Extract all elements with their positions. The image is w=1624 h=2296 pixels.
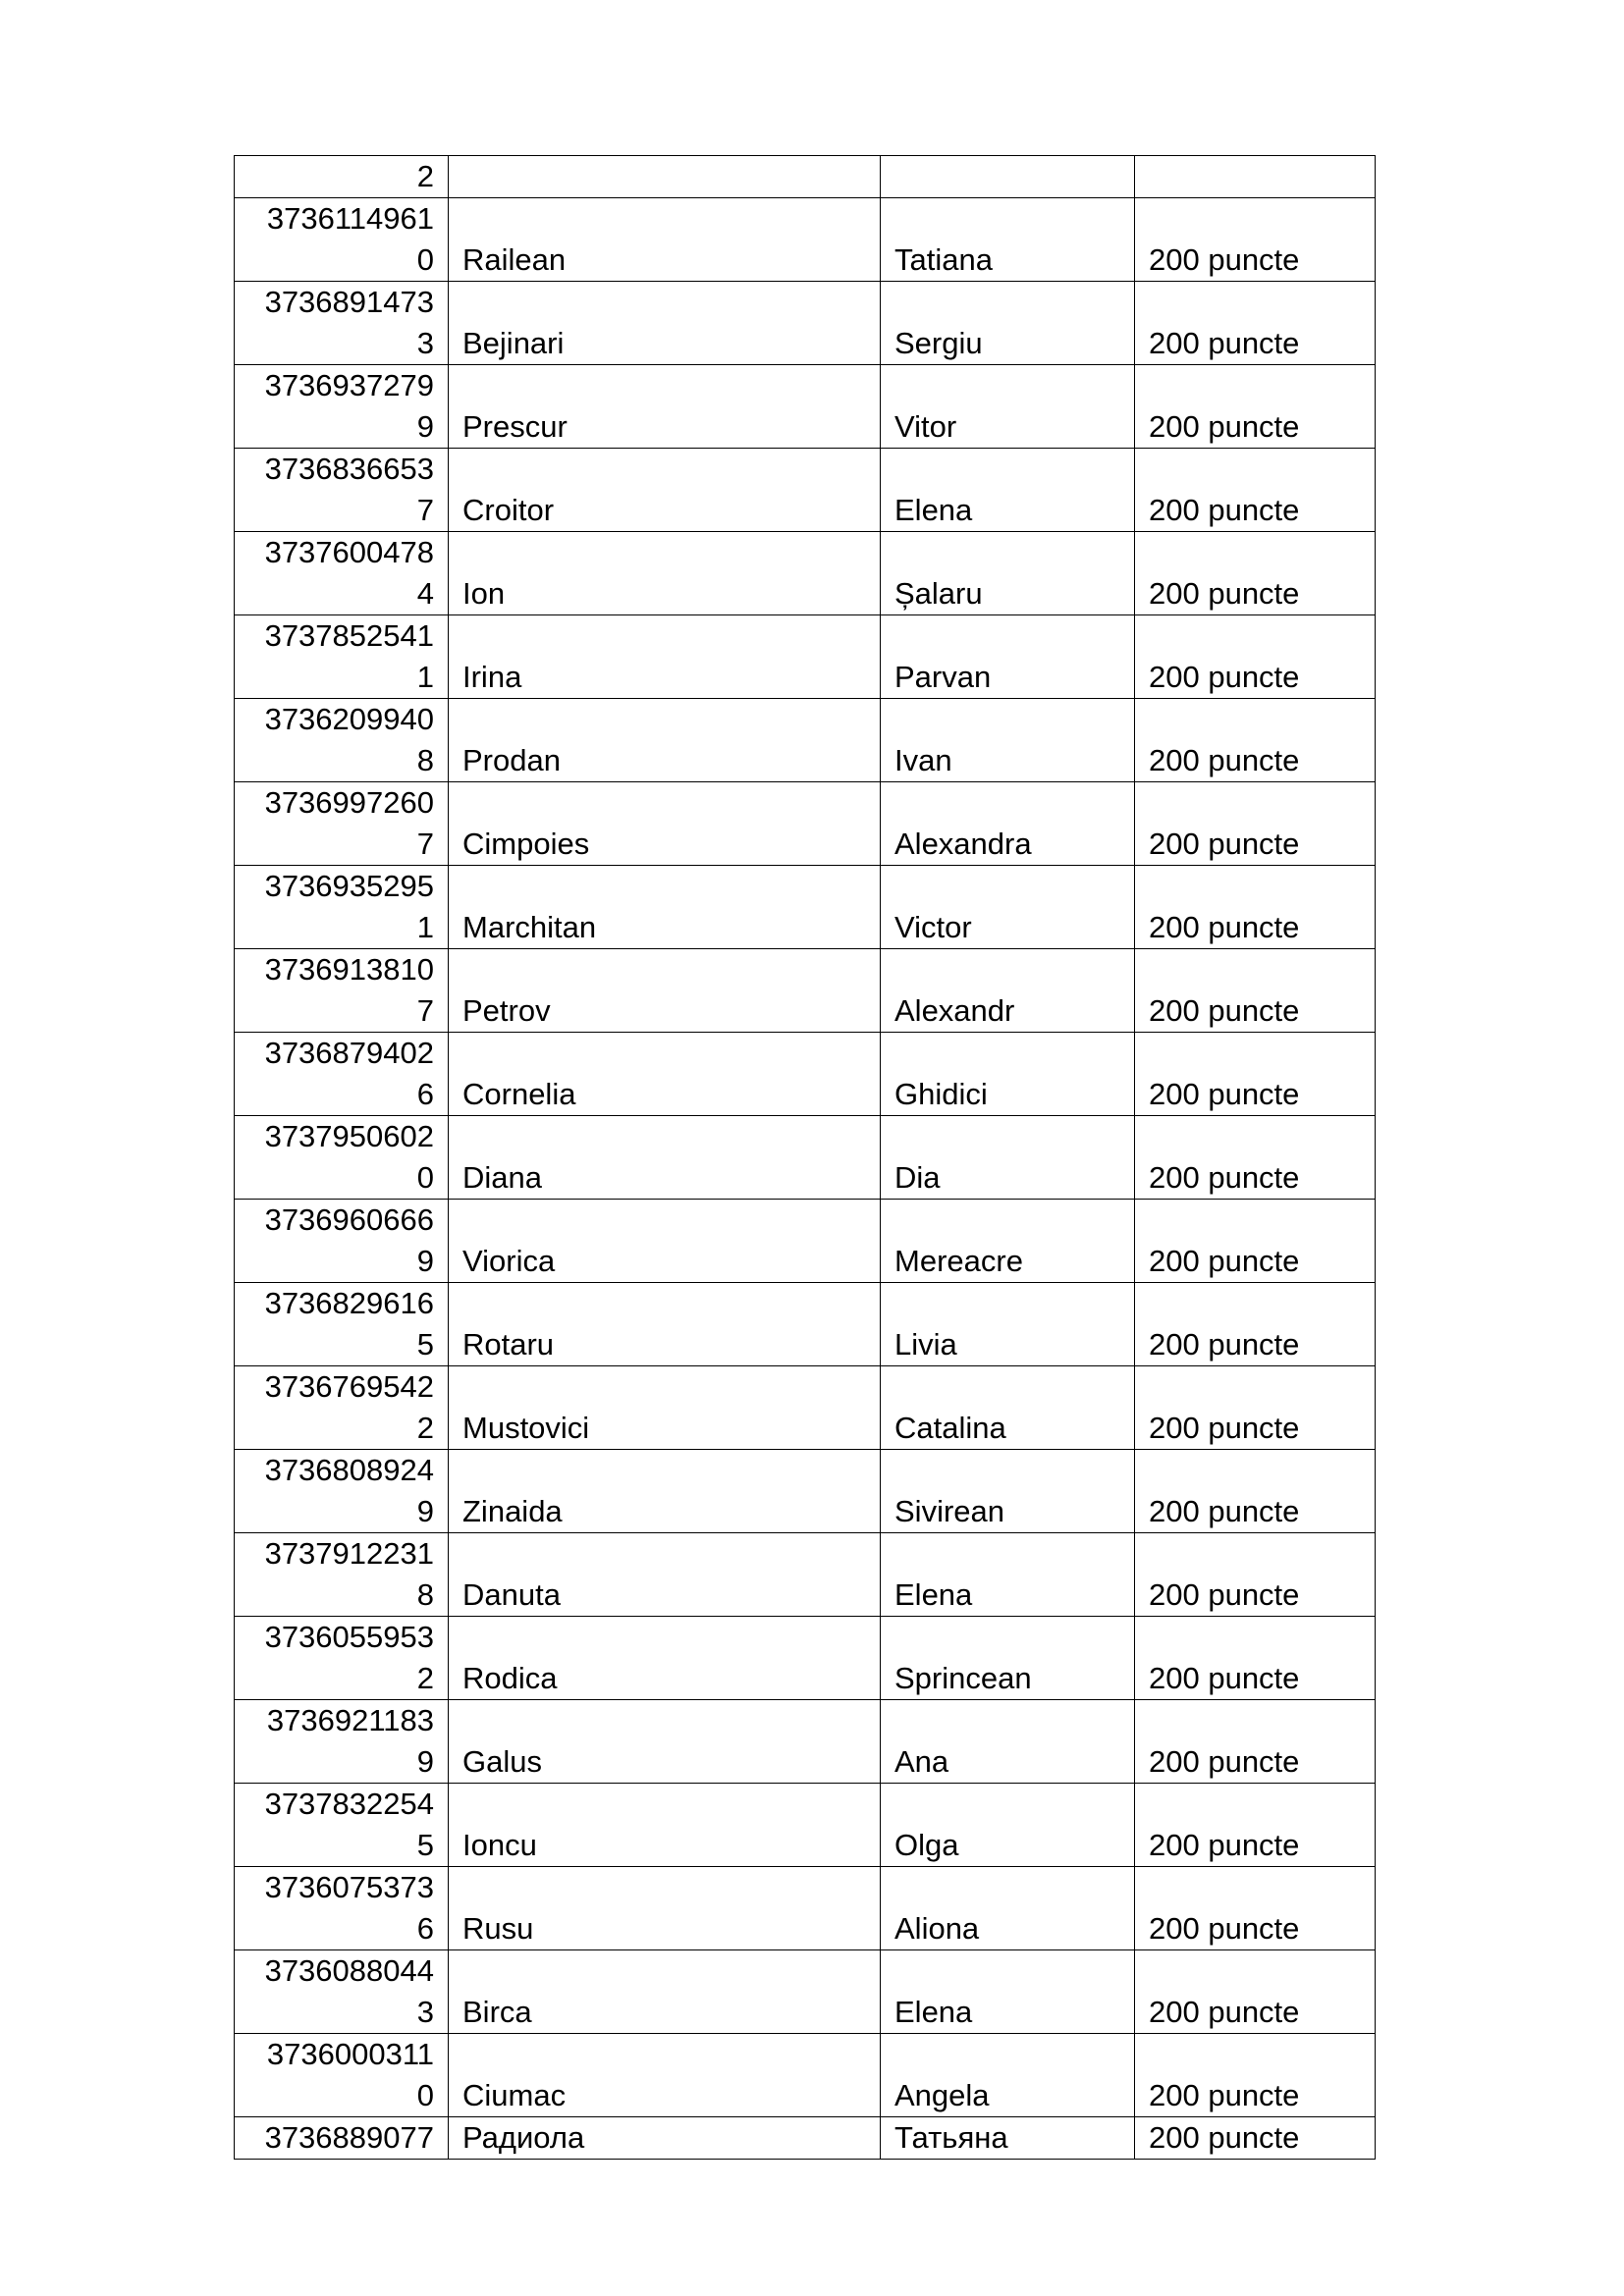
name-cell: Dia xyxy=(881,1116,1135,1200)
points-cell xyxy=(1135,156,1376,198)
name-cell: Rotaru xyxy=(449,1283,881,1366)
name-cell xyxy=(449,156,881,198)
name-cell: Tatiana xyxy=(881,198,1135,282)
name-cell: Rusu xyxy=(449,1867,881,1950)
name-cell: Elena xyxy=(881,1533,1135,1617)
table-row xyxy=(235,1617,1376,1700)
name-cell: Șalaru xyxy=(881,532,1135,615)
winners-table xyxy=(234,155,1376,2160)
points-cell: 200 puncte xyxy=(1135,1867,1376,1950)
phone-cell: 3737852541 1 xyxy=(235,615,449,699)
phone-cell: 3737600478 4 xyxy=(235,532,449,615)
name-cell: Prodan xyxy=(449,699,881,782)
name-cell: Sprincean xyxy=(881,1617,1135,1700)
table-row xyxy=(235,1283,1376,1366)
name-cell: Birca xyxy=(449,1950,881,2034)
phone-cell: 3736829616 5 xyxy=(235,1283,449,1366)
name-cell: Ghidici xyxy=(881,1033,1135,1116)
name-cell: Railean xyxy=(449,198,881,282)
name-cell: Bejinari xyxy=(449,282,881,365)
points-cell: 200 puncte xyxy=(1135,1617,1376,1700)
points-cell: 200 puncte xyxy=(1135,782,1376,866)
name-cell: Viorica xyxy=(449,1200,881,1283)
name-cell: Mereacre xyxy=(881,1200,1135,1283)
name-cell: Galus xyxy=(449,1700,881,1784)
name-cell: Ivan xyxy=(881,699,1135,782)
table-row xyxy=(235,1950,1376,2034)
phone-cell: 3737950602 0 xyxy=(235,1116,449,1200)
name-cell: Parvan xyxy=(881,615,1135,699)
name-cell: Elena xyxy=(881,1950,1135,2034)
name-cell: Татьяна xyxy=(881,2117,1135,2160)
name-cell: Marchitan xyxy=(449,866,881,949)
name-cell: Vitor xyxy=(881,365,1135,449)
points-cell: 200 puncte xyxy=(1135,2034,1376,2117)
phone-cell: 3737832254 5 xyxy=(235,1784,449,1867)
phone-cell: 3736937279 9 xyxy=(235,365,449,449)
points-cell: 200 puncte xyxy=(1135,198,1376,282)
points-cell: 200 puncte xyxy=(1135,1700,1376,1784)
phone-cell: 3737912231 8 xyxy=(235,1533,449,1617)
name-cell: Olga xyxy=(881,1784,1135,1867)
table-row xyxy=(235,449,1376,532)
name-cell: Croitor xyxy=(449,449,881,532)
name-cell: Angela xyxy=(881,2034,1135,2117)
phone-cell: 3736935295 1 xyxy=(235,866,449,949)
points-cell: 200 puncte xyxy=(1135,1200,1376,1283)
points-cell: 200 puncte xyxy=(1135,365,1376,449)
winners-table-body xyxy=(235,156,1376,2160)
table-row xyxy=(235,1033,1376,1116)
table-row xyxy=(235,532,1376,615)
points-cell: 200 puncte xyxy=(1135,449,1376,532)
phone-cell: 3736889077 xyxy=(235,2117,449,2160)
name-cell: Irina xyxy=(449,615,881,699)
name-cell: Ana xyxy=(881,1700,1135,1784)
points-cell: 200 puncte xyxy=(1135,1033,1376,1116)
table-row xyxy=(235,2117,1376,2160)
phone-cell: 3736921183 9 xyxy=(235,1700,449,1784)
phone-cell: 3736808924 9 xyxy=(235,1450,449,1533)
name-cell: Victor xyxy=(881,866,1135,949)
table-row xyxy=(235,2034,1376,2117)
table-row xyxy=(235,615,1376,699)
name-cell: Catalina xyxy=(881,1366,1135,1450)
table-row xyxy=(235,1867,1376,1950)
name-cell: Danuta xyxy=(449,1533,881,1617)
table-row xyxy=(235,1533,1376,1617)
name-cell: Sergiu xyxy=(881,282,1135,365)
name-cell xyxy=(881,156,1135,198)
phone-cell: 3736088044 3 xyxy=(235,1950,449,2034)
points-cell: 200 puncte xyxy=(1135,699,1376,782)
name-cell: Aliona xyxy=(881,1867,1135,1950)
table-row xyxy=(235,1700,1376,1784)
points-cell: 200 puncte xyxy=(1135,1116,1376,1200)
name-cell: Ion xyxy=(449,532,881,615)
phone-cell: 3736997260 7 xyxy=(235,782,449,866)
table-row xyxy=(235,365,1376,449)
points-cell: 200 puncte xyxy=(1135,532,1376,615)
table-row xyxy=(235,866,1376,949)
name-cell: Mustovici xyxy=(449,1366,881,1450)
name-cell: Cornelia xyxy=(449,1033,881,1116)
table-row xyxy=(235,949,1376,1033)
phone-cell: 3736960666 9 xyxy=(235,1200,449,1283)
phone-cell: 3736913810 7 xyxy=(235,949,449,1033)
name-cell: Радиола xyxy=(449,2117,881,2160)
points-cell: 200 puncte xyxy=(1135,949,1376,1033)
table-row xyxy=(235,1116,1376,1200)
name-cell: Prescur xyxy=(449,365,881,449)
points-cell: 200 puncte xyxy=(1135,615,1376,699)
phone-cell: 3736891473 3 xyxy=(235,282,449,365)
points-cell: 200 puncte xyxy=(1135,866,1376,949)
points-cell: 200 puncte xyxy=(1135,1366,1376,1450)
points-cell: 200 puncte xyxy=(1135,1533,1376,1617)
phone-cell: 3736836653 7 xyxy=(235,449,449,532)
table-row xyxy=(235,156,1376,198)
points-cell: 200 puncte xyxy=(1135,1950,1376,2034)
table-row xyxy=(235,282,1376,365)
name-cell: Livia xyxy=(881,1283,1135,1366)
table-row xyxy=(235,699,1376,782)
name-cell: Alexandr xyxy=(881,949,1135,1033)
table-row xyxy=(235,198,1376,282)
phone-cell: 3736769542 2 xyxy=(235,1366,449,1450)
name-cell: Ciumac xyxy=(449,2034,881,2117)
table-row xyxy=(235,1784,1376,1867)
points-cell: 200 puncte xyxy=(1135,1450,1376,1533)
name-cell: Elena xyxy=(881,449,1135,532)
name-cell: Petrov xyxy=(449,949,881,1033)
name-cell: Ioncu xyxy=(449,1784,881,1867)
name-cell: Cimpoies xyxy=(449,782,881,866)
name-cell: Sivirean xyxy=(881,1450,1135,1533)
table-row xyxy=(235,1366,1376,1450)
phone-cell: 2 xyxy=(235,156,449,198)
name-cell: Alexandra xyxy=(881,782,1135,866)
table-row xyxy=(235,1200,1376,1283)
name-cell: Rodica xyxy=(449,1617,881,1700)
name-cell: Zinaida xyxy=(449,1450,881,1533)
points-cell: 200 puncte xyxy=(1135,2117,1376,2160)
table-row xyxy=(235,1450,1376,1533)
points-cell: 200 puncte xyxy=(1135,1784,1376,1867)
phone-cell: 3736209940 8 xyxy=(235,699,449,782)
table-row xyxy=(235,782,1376,866)
phone-cell: 3736075373 6 xyxy=(235,1867,449,1950)
phone-cell: 3736114961 0 xyxy=(235,198,449,282)
points-cell: 200 puncte xyxy=(1135,282,1376,365)
phone-cell: 3736879402 6 xyxy=(235,1033,449,1116)
phone-cell: 3736055953 2 xyxy=(235,1617,449,1700)
name-cell: Diana xyxy=(449,1116,881,1200)
phone-cell: 3736000311 0 xyxy=(235,2034,449,2117)
points-cell: 200 puncte xyxy=(1135,1283,1376,1366)
